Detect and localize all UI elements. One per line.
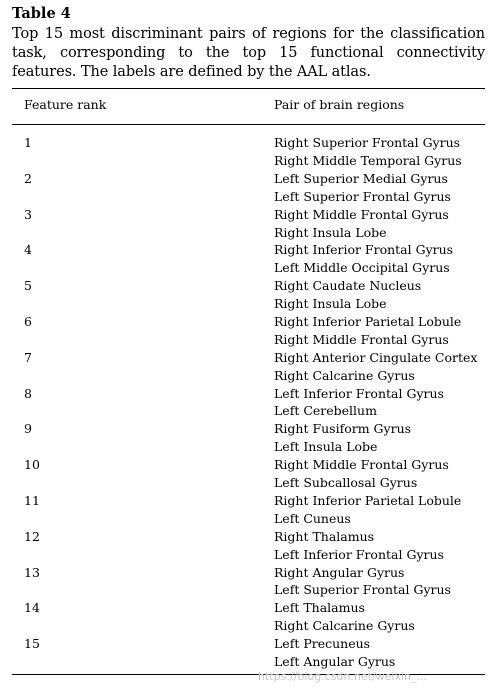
table-row	[12, 206, 485, 242]
region-b: Left Superior Frontal Gyrus	[274, 582, 451, 598]
region-pair-cell	[274, 635, 395, 671]
region-a: Right Anterior Cingulate Cortex	[274, 349, 478, 365]
region-b: Right Calcarine Gyrus	[274, 367, 415, 383]
feature-rank-cell: 1	[24, 135, 32, 150]
feature-rank-cell: 12	[24, 528, 40, 544]
region-a: Left Superior Medial Gyrus	[274, 170, 448, 186]
region-b: Left Superior Frontal Gyrus	[274, 188, 451, 204]
table-row	[12, 170, 485, 206]
feature-rank-cell: 9	[24, 421, 32, 437]
feature-rank-cell: 13	[24, 564, 40, 580]
table-header-rule	[12, 124, 485, 125]
feature-rank-cell: 3	[24, 206, 32, 222]
region-pair-cell	[274, 420, 411, 456]
region-b: Right Middle Temporal Gyrus	[274, 152, 462, 168]
region-b: Right Insula Lobe	[274, 296, 387, 312]
region-pair-cell	[274, 456, 449, 492]
feature-rank-cell: 7	[24, 349, 32, 365]
feature-rank-cell: 6	[24, 313, 32, 329]
table-row	[12, 241, 485, 277]
region-a: Right Fusiform Gyrus	[274, 421, 412, 437]
table-row	[12, 564, 485, 600]
region-pair-cell	[274, 349, 477, 385]
table-row	[12, 385, 485, 421]
region-a: Left Thalamus	[274, 600, 365, 616]
region-pair-cell	[274, 599, 415, 635]
feature-rank-cell: 5	[24, 278, 32, 294]
region-a: Right Superior Frontal Gyrus	[274, 135, 461, 150]
header-pair-of-regions: Pair of brain regions	[274, 97, 405, 112]
feature-rank-cell: 4	[24, 242, 32, 258]
region-a: Right Inferior Frontal Gyrus	[274, 242, 454, 258]
region-a: Right Angular Gyrus	[274, 564, 405, 580]
feature-rank-cell: 11	[24, 492, 40, 508]
table-row	[12, 349, 485, 385]
table-row	[12, 277, 485, 313]
region-b: Left Inferior Frontal Gyrus	[274, 546, 444, 562]
region-pair-cell	[274, 385, 444, 421]
region-b: Left Cerebellum	[274, 403, 377, 419]
feature-rank-cell: 14	[24, 600, 40, 616]
region-a: Right Caudate Nucleus	[274, 278, 422, 294]
table-body	[12, 134, 485, 671]
region-pair-cell	[274, 206, 449, 242]
region-a: Left Inferior Frontal Gyrus	[274, 385, 444, 401]
feature-rank-cell: 2	[24, 170, 32, 186]
region-a: Right Thalamus	[274, 528, 375, 544]
region-pair-cell	[274, 277, 421, 313]
table-row	[12, 456, 485, 492]
region-a: Right Inferior Parietal Lobule	[274, 492, 462, 508]
table-row	[12, 635, 485, 671]
table-row	[12, 134, 485, 170]
table-row	[12, 492, 485, 528]
table-label: Table 4	[12, 5, 71, 22]
region-pair-cell	[274, 170, 451, 206]
table-row	[12, 599, 485, 635]
header-feature-rank: Feature rank	[24, 97, 107, 112]
feature-rank-cell: 15	[24, 636, 40, 652]
region-b: Left Middle Occipital Gyrus	[274, 260, 450, 276]
region-b: Left Subcallosal Gyrus	[274, 475, 418, 491]
region-b: Left Angular Gyrus	[274, 654, 396, 670]
region-b: Right Insula Lobe	[274, 224, 387, 240]
feature-rank-cell: 8	[24, 385, 32, 401]
region-pair-cell	[274, 134, 462, 170]
region-a: Right Middle Frontal Gyrus	[274, 457, 449, 473]
region-a: Left Precuneus	[274, 636, 371, 652]
region-pair-cell	[274, 241, 453, 277]
region-b: Left Insula Lobe	[274, 439, 378, 455]
feature-rank-cell: 10	[24, 457, 40, 473]
region-pair-cell	[274, 564, 451, 600]
region-b: Right Calcarine Gyrus	[274, 618, 415, 634]
table-block	[12, 5, 485, 670]
region-pair-cell	[274, 313, 461, 349]
table-row	[12, 528, 485, 564]
region-a: Right Inferior Parietal Lobule	[274, 313, 462, 329]
region-a: Right Middle Frontal Gyrus	[274, 206, 449, 222]
watermark-text: https://blog.csdn.net/weixin_...	[258, 670, 428, 683]
table-caption: Top 15 most discriminant pairs of regions for the classification task, corresponding to the top 15 functional connectivity features. The labels are defined by the AAL atlas.	[12, 26, 485, 80]
region-pair-cell	[274, 528, 444, 564]
region-b: Right Middle Frontal Gyrus	[274, 331, 449, 347]
region-b: Left Cuneus	[274, 510, 351, 526]
table-row	[12, 313, 485, 349]
table-top-rule	[12, 88, 485, 89]
table-row	[12, 420, 485, 456]
region-pair-cell	[274, 492, 461, 528]
